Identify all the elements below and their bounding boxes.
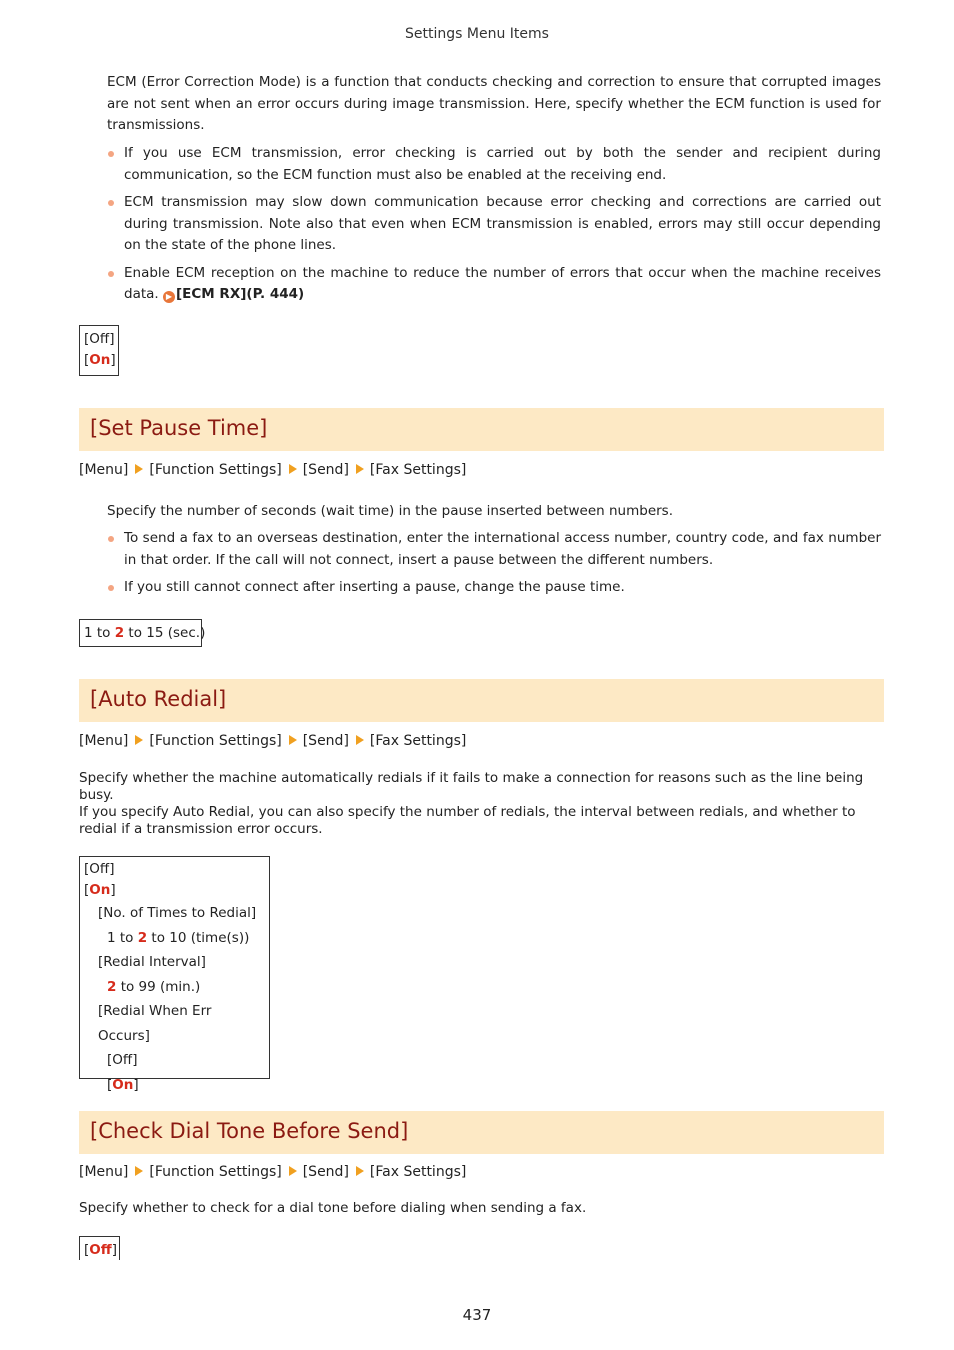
breadcrumb-item: [Menu] <box>79 1164 129 1180</box>
breadcrumb-item: [Fax Settings] <box>369 733 467 749</box>
bullet-icon <box>108 151 114 157</box>
redial-err-label: [Redial When Err Occurs] <box>98 1003 212 1044</box>
section-header-dialtone <box>79 1111 884 1154</box>
pause-intro: Specify the number of seconds (wait time) in the pause inserted between numbers. <box>107 503 673 519</box>
section-header-redial <box>79 679 884 722</box>
redial-times-label: [No. of Times to Redial] <box>98 905 257 921</box>
arrow-right-icon <box>135 735 143 745</box>
section-title: [Auto Redial] <box>90 687 227 711</box>
running-header: Settings Menu Items <box>405 26 549 42</box>
pause-bullet-list <box>107 528 881 605</box>
list-item: Enable ECM reception on the machine to reduce the number of errors that occur when the machine receives data. ▶ [ECM RX](P. 444) <box>107 263 881 306</box>
breadcrumb <box>79 733 466 749</box>
option-off: [Off] <box>84 861 115 877</box>
breadcrumb-item: [Send] <box>302 1164 349 1180</box>
option-off: [Off] <box>84 331 115 347</box>
option-off-default: [Off] <box>84 1242 117 1258</box>
breadcrumb-item: [Fax Settings] <box>369 1164 467 1180</box>
ecm-rx-link[interactable]: [ECM RX](P. 444) <box>176 286 305 302</box>
redial-intro: Specify whether the machine automatically redials if it fails to make a connection for reasons such as the line being busy. If you specify Auto Redial, you can also specify the number of redials, the interval between redials, and whether to redial if a transmission error occurs. <box>79 770 864 837</box>
page-number: 437 <box>462 1306 492 1324</box>
ecm-bullet-list <box>107 143 881 312</box>
dialtone-options-box <box>79 1236 120 1260</box>
pause-range-box: 1 to 2 to 15 (sec.) <box>79 619 202 647</box>
breadcrumb-item: [Fax Settings] <box>369 462 467 478</box>
bullet-icon <box>108 536 114 542</box>
bullet-icon <box>108 585 114 591</box>
redial-interval-label: [Redial Interval] <box>98 954 206 970</box>
dialtone-intro: Specify whether to check for a dial tone before dialing when sending a fax. <box>79 1200 587 1216</box>
arrow-right-icon <box>135 464 143 474</box>
breadcrumb-item: [Function Settings] <box>149 733 282 749</box>
arrow-right-icon <box>289 464 297 474</box>
arrow-right-icon <box>356 735 364 745</box>
section-title: [Check Dial Tone Before Send] <box>90 1119 409 1143</box>
ecm-options-box <box>79 325 119 376</box>
section-header-pause <box>79 408 884 451</box>
arrow-right-icon <box>356 1166 364 1176</box>
redial-err-on-default: [On] <box>107 1076 139 1093</box>
list-item: If you use ECM transmission, error checking is carried out by both the sender and recipient during communication, so the ECM function must also be enabled at the receiving end. <box>107 143 881 186</box>
redial-times-range: 1 to 2 to 10 (time(s)) <box>107 929 250 946</box>
arrow-right-icon <box>135 1166 143 1176</box>
redial-err-off: [Off] <box>107 1052 138 1068</box>
option-on-default: [On] <box>84 352 116 368</box>
breadcrumb-item: [Send] <box>302 733 349 749</box>
bullet-icon <box>108 200 114 206</box>
breadcrumb-item: [Function Settings] <box>149 1164 282 1180</box>
bullet-icon <box>108 271 114 277</box>
breadcrumb <box>79 462 466 478</box>
breadcrumb-item: [Function Settings] <box>149 462 282 478</box>
list-item: To send a fax to an overseas destination, enter the international access number, country code, and fax number in that order. If the call will not connect, insert a pause between the different numbers. <box>107 528 881 571</box>
breadcrumb-item: [Menu] <box>79 462 129 478</box>
arrow-right-icon <box>289 735 297 745</box>
redial-options-box <box>79 856 270 1093</box>
section-title: [Set Pause Time] <box>90 416 268 440</box>
breadcrumb-item: [Send] <box>302 462 349 478</box>
option-on-default: [On] <box>84 882 116 898</box>
link-arrow-icon[interactable]: ▶ <box>163 291 175 303</box>
breadcrumb-item: [Menu] <box>79 733 129 749</box>
list-item: If you still cannot connect after inserting a pause, change the pause time. <box>107 577 881 599</box>
breadcrumb <box>79 1164 466 1180</box>
arrow-right-icon <box>356 464 364 474</box>
ecm-intro: ECM (Error Correction Mode) is a function that conducts checking and correction to ensure that corrupted images are not sent when an error occurs during image transmission. Here, specify whether the ECM function is used for transmissions. <box>107 74 881 133</box>
redial-interval-range: 2 to 99 (min.) <box>107 978 201 995</box>
list-item: ECM transmission may slow down communication because error checking and corrections are carried out during transmission. Note also that even when ECM transmission is enabled, errors may still occur depending on the state of the phone lines. <box>107 192 881 257</box>
arrow-right-icon <box>289 1166 297 1176</box>
